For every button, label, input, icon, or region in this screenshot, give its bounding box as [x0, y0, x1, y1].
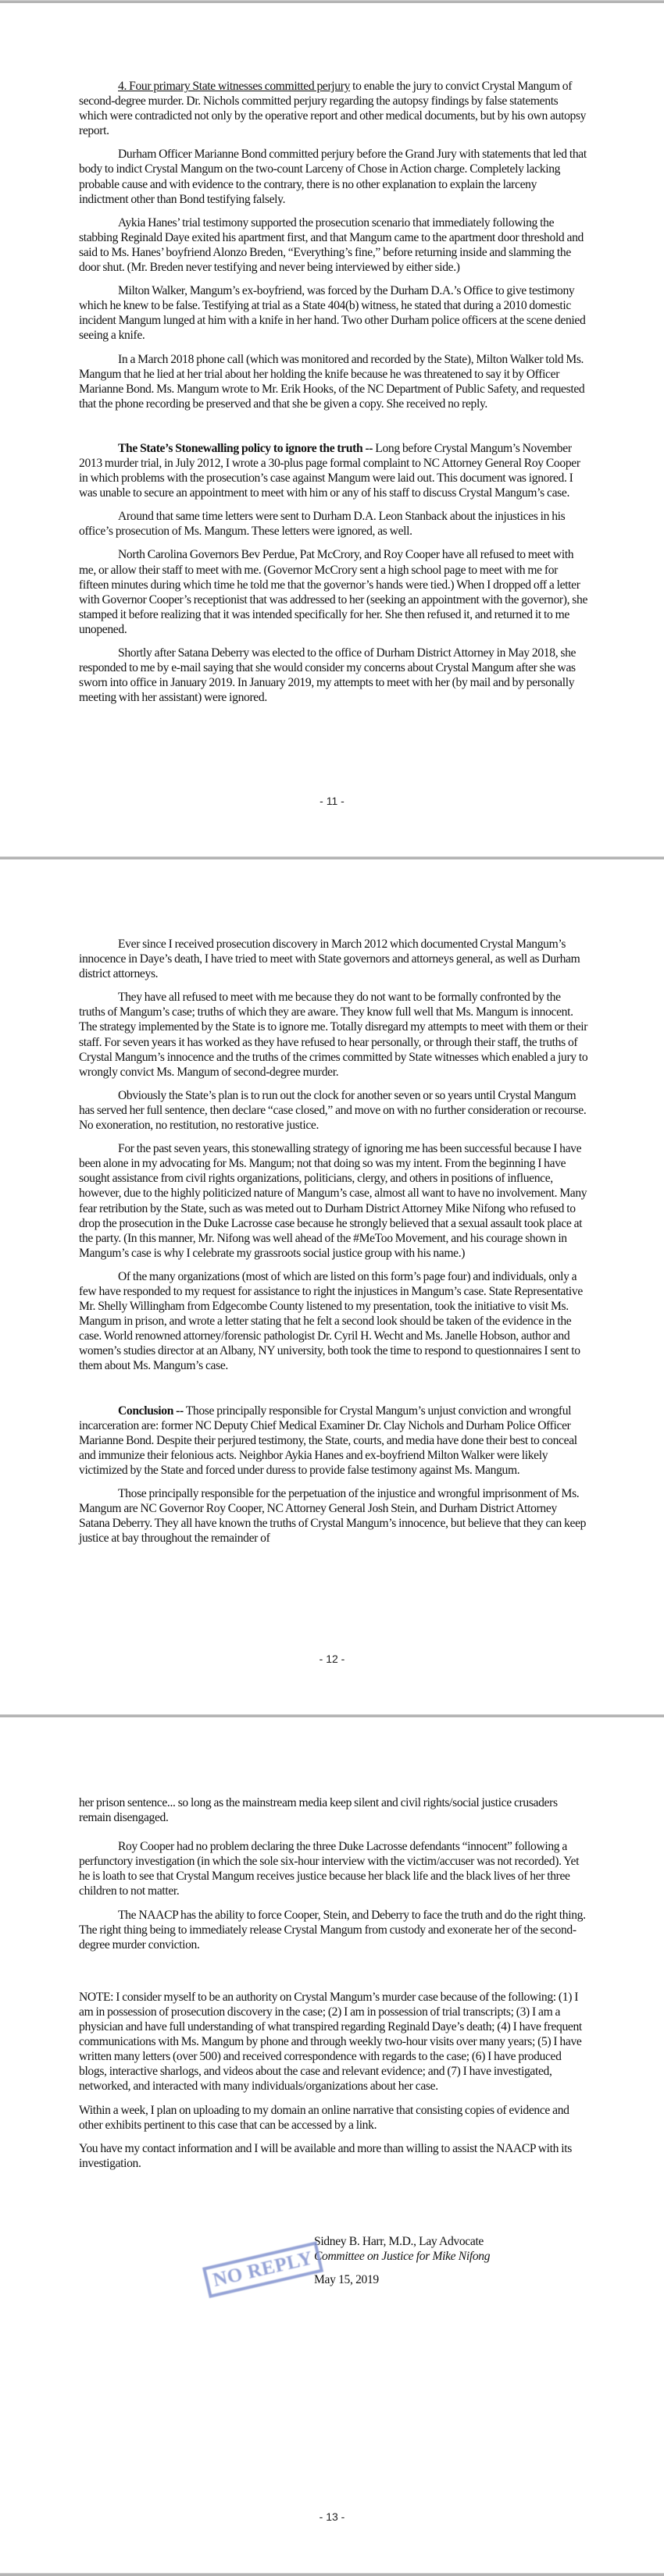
section-heading-stonewalling: The State’s Stonewalling policy to ignore the truth -- — [118, 441, 373, 455]
signer-organization: Committee on Justice for Mike Nifong — [314, 2250, 491, 2263]
paragraph-roy-cooper: Roy Cooper had no problem declaring the three Duke Lacrosse defendants “innocent” following a perfunctory investigation (in which the sole six-hour interview with the victim/accuser was not recorded). Yet he is loath to see that Crystal Mangum receives justice because her black life and the black lives of her three children to not matter. — [79, 1840, 580, 1898]
paragraph-stonewalling: The State’s Stonewalling policy to ignore the truth -- Long before Crystal Mangum’s November 2013 murder trial, in July 2012, I wrote a 30-plus page formal complaint to NC Attorney General Roy Cooper in which problems with the prosecution’s case against Mangum were laid out. This document was ignored. I was unable to secure an appointment to meet with him or any of his staff to discuss Crystal Mangum’s case. — [79, 441, 580, 500]
page-separator — [0, 1714, 664, 1717]
signature-date: May 15, 2019 — [314, 2273, 379, 2286]
paragraph-continuation: her prison sentence... so long as the mainstream media keep silent and civil rights/social justice crusaders remain disengaged. — [79, 1796, 558, 1825]
page-separator-top — [0, 0, 664, 3]
signer-name: Sidney B. Harr, M.D., Lay Advocate — [314, 2235, 484, 2248]
page-12-body — [79, 937, 588, 1554]
page-number: - 12 - — [319, 1653, 345, 1665]
section-heading-conclusion: Conclusion -- — [118, 1404, 184, 1418]
page-13-body — [79, 1795, 588, 2179]
paragraph-deberry: Shortly after Satana Deberry was elected to the office of Durham District Attorney in May 2018, she responded to me by e-mail saying that she would consider my concerns about Crystal Mangum after she was sworn into office in January 2019. In January 2019, my attempts to meet with her (by mail and by personally meeting with her assistant) were ignored. — [79, 646, 577, 705]
paragraph-seven-years: For the past seven years, this stonewalling strategy of ignoring me has been successful because I have been alone in my advocating for Ms. Mangum; not that doing so was my intent. From the beginning I have sought assistance from civil rights organizations, politicians, clergy, and others in positions of influence, however, due to the highly politicized nature of Mangum’s case, almost all want to have no involvement. Many fear retribution by the State, such as was meted out to Durham District Attorney Mike Nifong who refused to drop the prosecution in the Duke Lacrosse case because he strongly believed that a sexual assault took place at the party. (In this manner, Mr. Nifong was well ahead of the #MeToo Movement, and his courage shown in Mangum’s case is why I celebrate my grassroots social justice group with his name.) — [79, 1142, 587, 1260]
paragraph-perpetuation: Those principally responsible for the perpetuation of the injustice and wrongful imprisonment of Ms. Mangum are NC Governor Roy Cooper, NC Attorney General Josh Stein, and Durham District Attorney Satana Deberry. They all have known the truths of Crystal Mangum’s innocence, but believe that they can keep justice at bay throughout the remainder of — [79, 1487, 587, 1546]
page-number: - 11 - — [320, 795, 344, 807]
paragraph-walker-testimony: Milton Walker, Mangum’s ex-boyfriend, was forced by the Durham D.A.’s Office to give testimony which he knew to be false. Testifying at trial as a State 404(b) witness, he stated that during a 2010 domestic incident Mangum lunged at him with a knife in her hand. Two other Durham police officers at the scene denied seeing a knife. — [79, 284, 586, 343]
paragraph-organizations: Of the many organizations (most of which are listed on this form’s page four) and individuals, only a few have responded to my request for assistance to right the injustices in Mangum’s case. State Representative Mr. Shelly Willingham from Edgecombe County listened to my presentation, took the initiative to visit Ms. Mangum in prison, and wrote a letter stating that he felt a second look should be taken of the evidence in the case. World renowned attorney/forensic pathologist Dr. Cyril H. Wecht and Ms. Janelle Hobson, author and women’s studies director at an Albany, NY university, both took the time to respond to questionnaires I sent to them about Ms. Mangum’s case. — [79, 1269, 583, 1373]
paragraph-bond-perjury: Durham Officer Marianne Bond committed perjury before the Grand Jury with statements that led that body to indict Crystal Mangum on the two-count Larceny of Chose in Action charge. Completely lacking probable cause and with evidence to the contrary, there is no other explanation to explain the larceny indictment other than Bond testifying falsely. — [79, 148, 587, 206]
no-reply-stamp: NO REPLY — [202, 2241, 323, 2298]
paragraph-perjury-intro: 4. Four primary State witnesses committed perjury to enable the jury to convict Crystal Mangum of second-degree murder. Dr. Nichols committed perjury regarding the autopsy findings by false statements which were contradicted not only by the operative report and other medical documents, but by his own autopsy report. — [79, 80, 587, 138]
paragraph-naacp-ability: The NAACP has the ability to force Cooper, Stein, and Deberry to face the truth and do the right thing. The right thing being to immediately release Crystal Mangum from custody and exonerate her of the second-degree murder conviction. — [79, 1908, 586, 1952]
paragraph-online-narrative: Within a week, I plan on uploading to my domain an online narrative that consisting copies of evidence and other exhibits pertinent to this case that can be accessed by a link. — [79, 2103, 569, 2132]
paragraph-run-out-clock: Obviously the State’s plan is to run out the clock for another seven or so years until Crystal Mangum has served her full sentence, then declare “case closed,” and move on with no further consideration or recourse. No exoneration, no restitution, no restorative justice. — [79, 1088, 587, 1133]
paragraph-phone-call: In a March 2018 phone call (which was monitored and recorded by the State), Milton Walker told Ms. Mangum that he lied at her trial about her holding the knife because he was threatened to say it by Officer Marianne Bond. Ms. Mangum wrote to Mr. Erik Hooks, of the NC Department of Public Safety, and requested that the phone recording be preserved and that she be given a copy. She received no reply. — [79, 352, 585, 411]
paragraph-contact: You have my contact information and I will be available and more than willing to assist the NAACP with its investigation. — [79, 2141, 572, 2170]
paragraph-discovery: Ever since I received prosecution discovery in March 2012 which documented Crystal Mangum’s innocence in Daye’s death, I have tried to meet with State governors and attorneys general, as well as Durham district attorneys. — [79, 938, 580, 981]
paragraph-governors: North Carolina Governors Bev Perdue, Pat McCrory, and Roy Cooper have all refused to meet with me, or allow their staff to meet with me. (Governor McCrory sent a high school page to meet with me for fifteen minutes during which time he told me that the governor’s hands were tied.) When I dropped off a letter with Governor Cooper’s receptionist that was addressed to her (seeking an appointment with the governor), she stamped it before realizing that it was intended specifically for her. She then refused it, and returned it to me unopened. — [79, 548, 588, 636]
page-11-body — [79, 79, 588, 713]
paragraph-stanback-letters: Around that same time letters were sent to Durham D.A. Leon Stanback about the injustices in his office’s prosecution of Ms. Mangum. These letters were ignored, as well. — [79, 510, 566, 539]
paragraph-conclusion: Conclusion -- Those principally responsible for Crystal Mangum’s unjust conviction and wrongful incarceration are: former NC Deputy Chief Medical Examiner Dr. Clay Nichols and Durham Police Officer Marianne Bond. Despite their perjured testimony, the State, courts, and media have done their best to conceal and immunize their felonious acts. Neighbor Aykia Hanes and ex-boyfriend Milton Walker were likely victimized by the State and forced under duress to provide false testimony against Ms. Mangum. — [79, 1404, 577, 1477]
page-separator — [0, 856, 664, 859]
section-heading-perjury: 4. Four primary State witnesses committed perjury — [118, 80, 351, 93]
paragraph-hanes-testimony: Aykia Hanes’ trial testimony supported the prosecution scenario that immediately following the stabbing Reginald Daye exited his apartment first, and that Mangum came to the apartment door threshold and said to Ms. Hanes’ boyfriend Alonzo Breden, “Everything’s fine,” before returning inside and slamming the door shut. (Mr. Breden never testifying and never being interviewed by either side.) — [79, 215, 584, 275]
page-number: - 13 - — [319, 2510, 345, 2523]
paragraph-note: NOTE: I consider myself to be an authority on Crystal Mangum’s murder case because of the following: (1) I am in possession of prosecution discovery in the case; (2) I am in possession of trial transcripts; (3) I am a physician and have full understanding of what transpired regarding Reginald Daye’s death; (4) I have frequent communications with Ms. Mangum by phone and through weekly two-hour visits over many years; (5) I have written many letters (over 500) and received correspondence with regards to the case; (6) I have produced blogs, interactive sharlogs, and videos about the case and relevant evidence; and (7) I have investigated, networked, and interacted with many individuals/organizations about her case. — [79, 1990, 582, 2094]
paragraph-refused-meetings: They have all refused to meet with me because they do not want to be formally confronted by the truths of Mangum’s case; truths of which they are aware. They know full well that Ms. Mangum is innocent. The strategy implemented by the State is to ignore me. Totally disregard my attempts to meet with them or their staff. For seven years it has worked as they have refused to hear personally, or through their staff, the truths of Crystal Mangum’s innocence and the truths of the crimes committed by State witnesses which enabled a jury to wrongly convict Ms. Mangum of second-degree murder. — [79, 991, 588, 1079]
page-separator-bottom — [0, 2573, 664, 2576]
signature-block — [314, 2234, 490, 2287]
